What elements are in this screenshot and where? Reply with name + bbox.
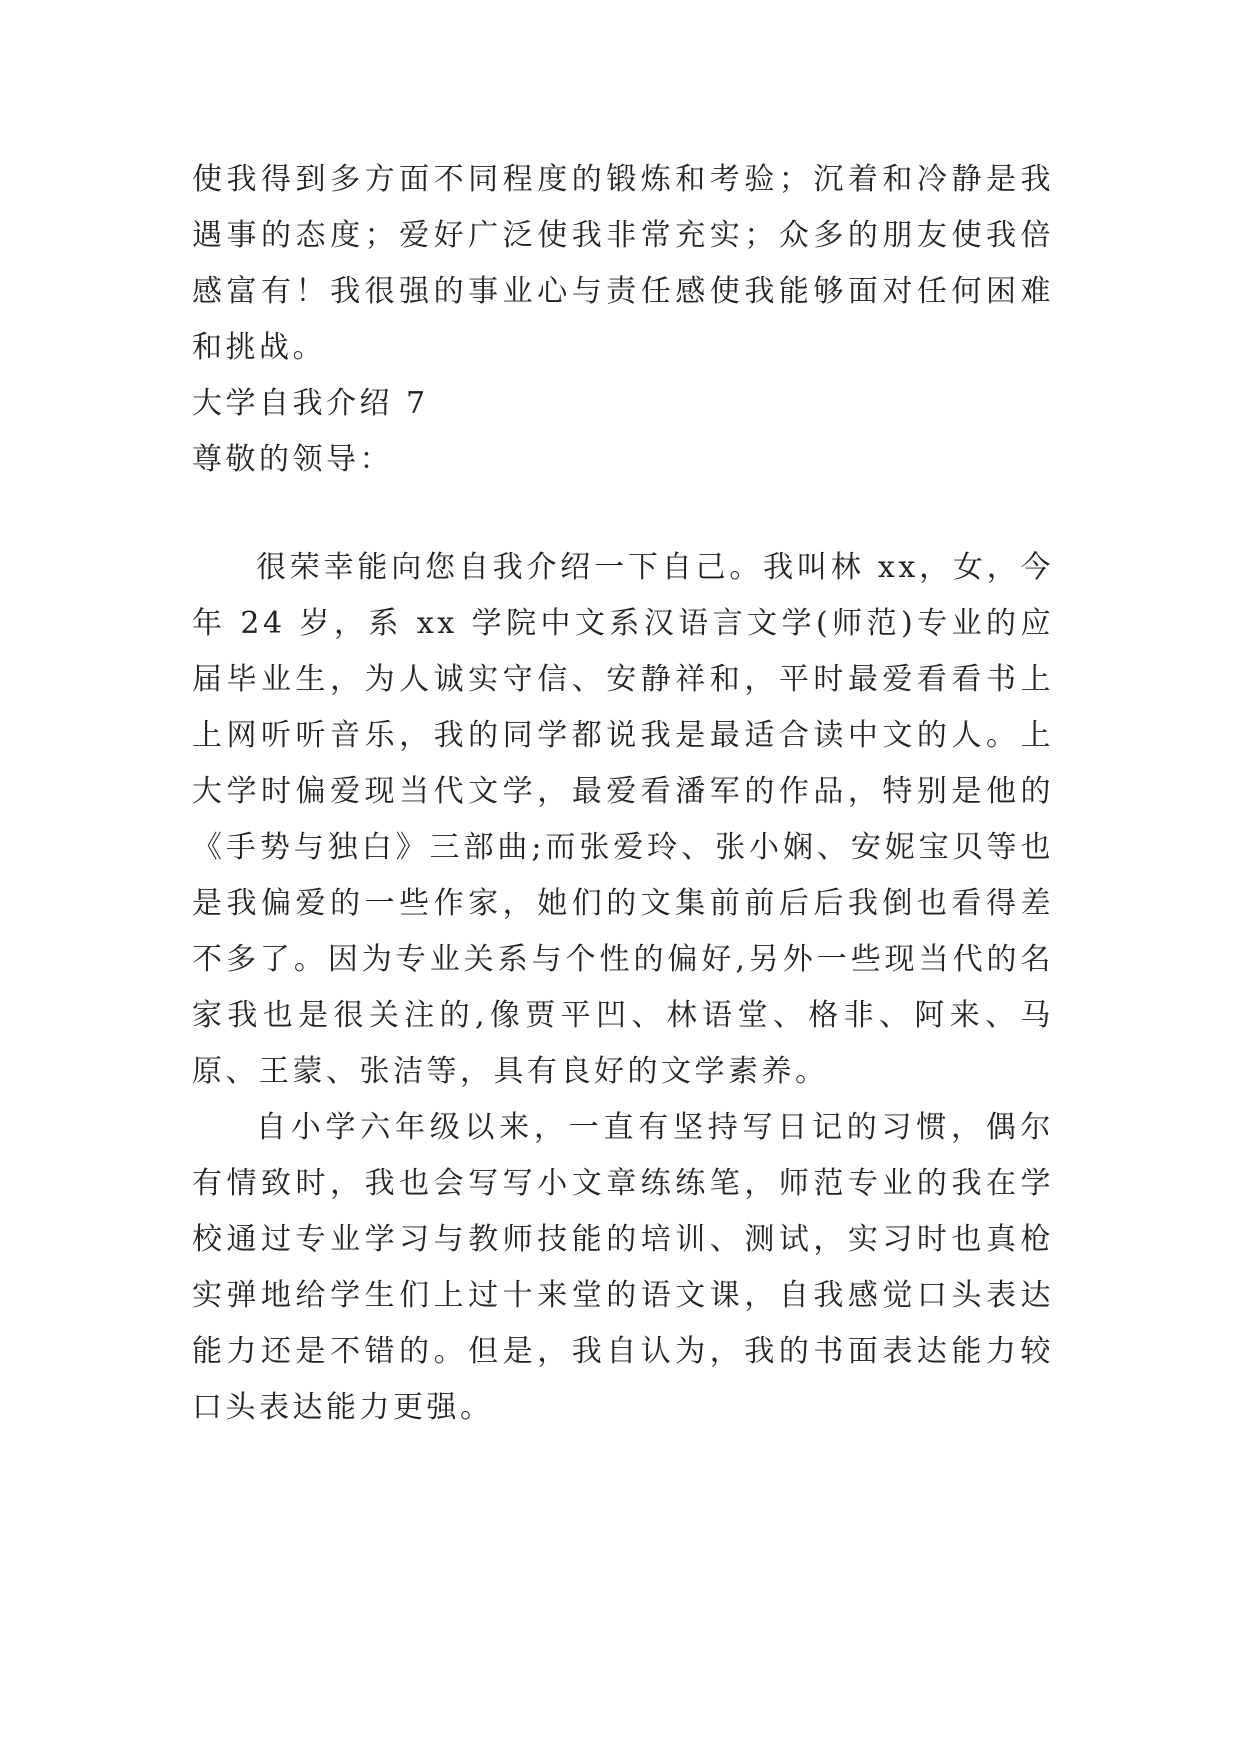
continuation-paragraph: 使我得到多方面不同程度的锻炼和考验；沉着和冷静是我遇事的态度；爱好广泛使我非常充实；众多的朋友使我倍感富有！我很强的事业心与责任感使我能够面对任何困难和挑战。 [192,162,1054,365]
body-paragraph-2: 自小学六年级以来，一直有坚持写日记的习惯，偶尔有情致时，我也会写写小文章练练笔，师范专业的我在学校通过专业学习与教师技能的培训、测试，实习时也真枪实弹地给学生们上过十来堂的语文课，自我感觉口头表达能力还是不错的。但是，我自认为，我的书面表达能力较口头表达能力更强。 [192,1110,1054,1425]
section-title: 大学自我介绍 7 [192,386,429,421]
document-body [192,152,1054,1436]
salutation: 尊敬的领导： [192,442,393,477]
body-paragraph-1: 很荣幸能向您自我介绍一下自己。我叫林 xx，女，今年 24 岁，系 xx 学院中文系汉语言文学(师范)专业的应届毕业生，为人诚实守信、安静祥和，平时最爱看看书上上网听听音乐，我的同学都说我是最适合读中文的人。上大学时偏爱现当代文学，最爱看潘军的作品，特别是他的《手势与独白》三部曲;而张爱玲、张小娴、安妮宝贝等也是我偏爱的一些作家，她们的文集前前后后我倒也看得差不多了。因为专业关系与个性的偏好,另外一些现当代的名家我也是很关注的,像贾平凹、林语堂、格非、阿来、马原、王蒙、张洁等，具有良好的文学素养。 [192,550,1054,1089]
